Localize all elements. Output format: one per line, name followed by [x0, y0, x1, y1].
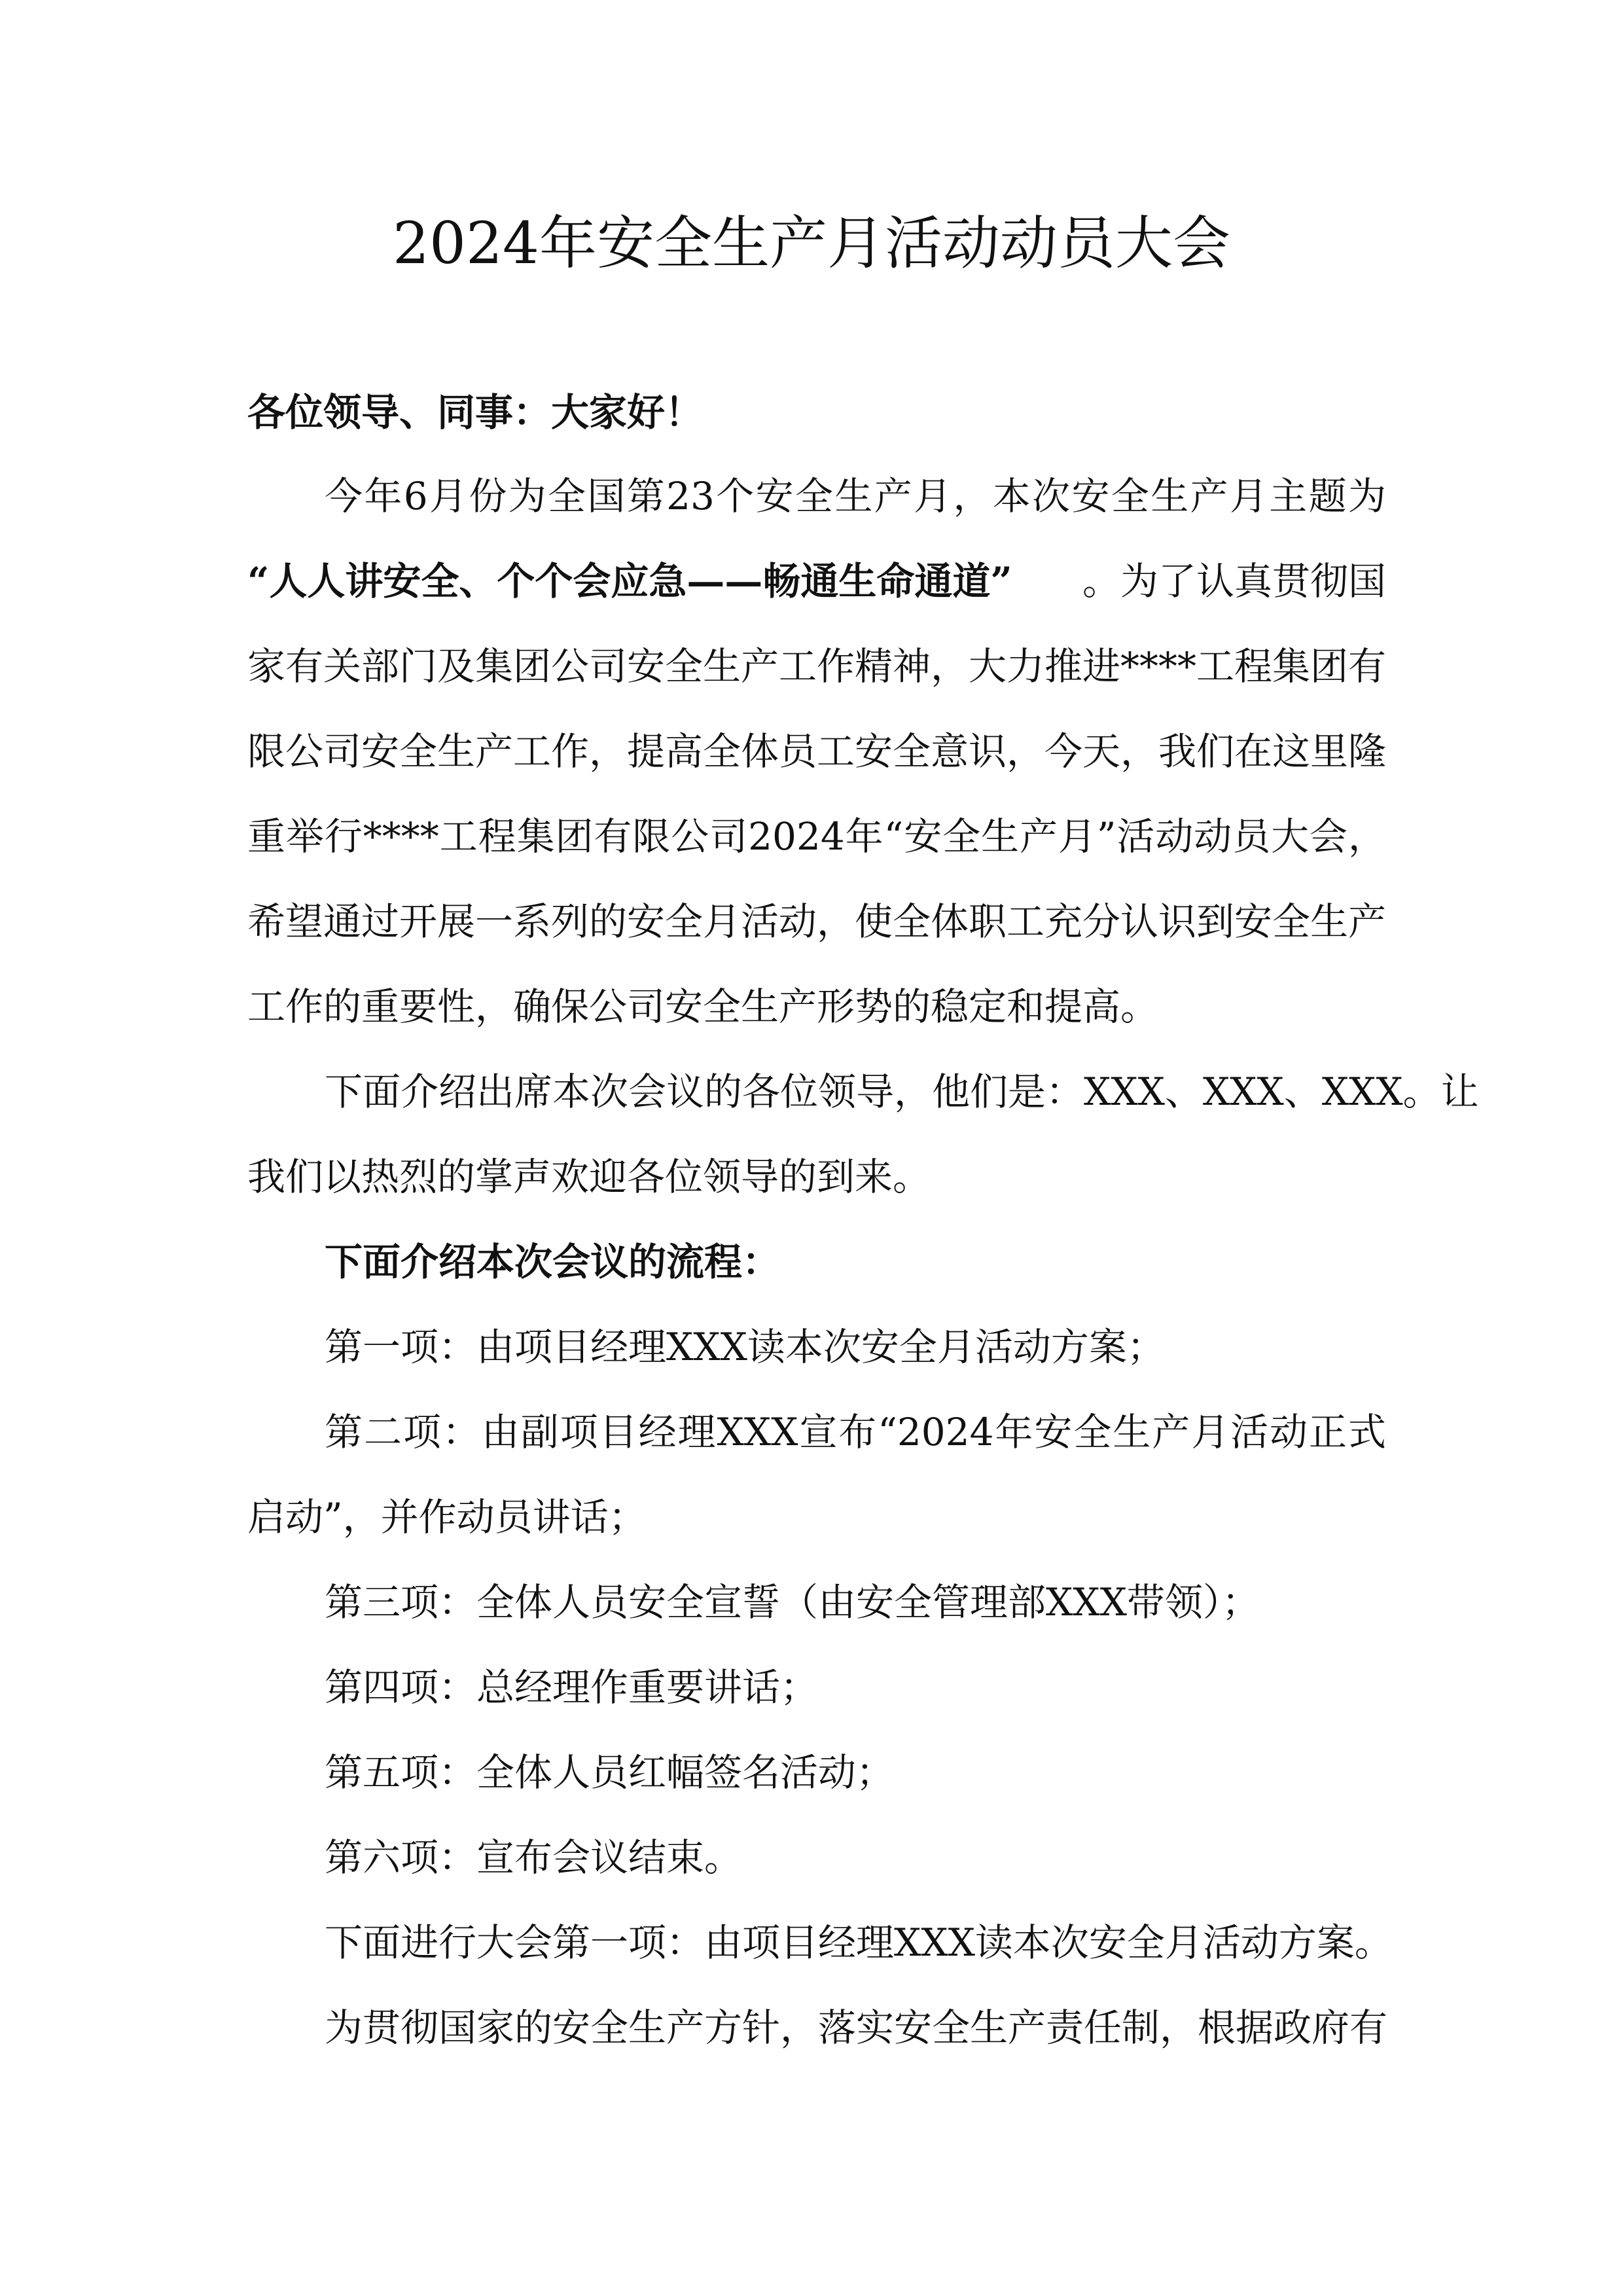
agenda-item: 第一项：由项目经理XXX读本次安全月活动方案；	[325, 1325, 1165, 1369]
intro-line: 今年6月份为全国第23个安全生产月，本次安全生产月主题为	[325, 474, 1386, 518]
intro-line-fragment: 。为了认真贯彻国	[1082, 559, 1386, 603]
greeting: 各位领导、同事：大家好！	[247, 390, 704, 435]
proceed-line: 下面进行大会第一项：由项目经理XXX读本次安全月活动方案。	[325, 1920, 1393, 1965]
intro-line: 希望通过开展一系列的安全月活动，使全体职工充分认识到安全生产	[247, 899, 1387, 944]
agenda-item: 第五项：全体人员红幅签名活动；	[325, 1750, 895, 1795]
agenda-item: 第六项：宣布会议结束。	[325, 1835, 743, 1880]
intro-line: 限公司安全生产工作，提高全体员工安全意识，今天，我们在这里隆	[247, 729, 1387, 774]
agenda-item: 第三项：全体人员安全宣誓（由安全管理部XXX带领）；	[325, 1580, 1260, 1624]
closing-line: 为贯彻国家的安全生产方针，落实安全生产责任制，根据政府有	[325, 2005, 1388, 2050]
intro-line: 工作的重要性，确保公司安全生产形势的稳定和提高。	[247, 984, 1159, 1029]
agenda-item: 第二项：由副项目经理XXX宣布“2024年安全生产月活动正式	[325, 1410, 1386, 1454]
intro-line: 家有关部门及集团公司安全生产工作精神，大力推进****工程集团有	[247, 644, 1387, 689]
page-title: 2024年安全生产月活动动员大会	[393, 209, 1230, 277]
leaders-line: 下面介绍出席本次会议的各位领导，他们是：XXX、XXX、XXX。让	[325, 1069, 1479, 1114]
intro-theme-line	[247, 555, 1386, 607]
leaders-line: 我们以热烈的掌声欢迎各位领导的到来。	[247, 1155, 931, 1199]
agenda-item: 第四项：总经理作重要讲话；	[325, 1665, 819, 1710]
intro-line: 重举行****工程集团有限公司2024年“安全生产月”活动动员大会，	[247, 814, 1386, 859]
agenda-item-continuation: 启动”，并作动员讲话；	[247, 1495, 647, 1539]
agenda-heading: 下面介绍本次会议的流程：	[325, 1240, 781, 1284]
activity-theme: “人人讲安全、个个会应急——畅通生命通道”	[247, 559, 1012, 603]
